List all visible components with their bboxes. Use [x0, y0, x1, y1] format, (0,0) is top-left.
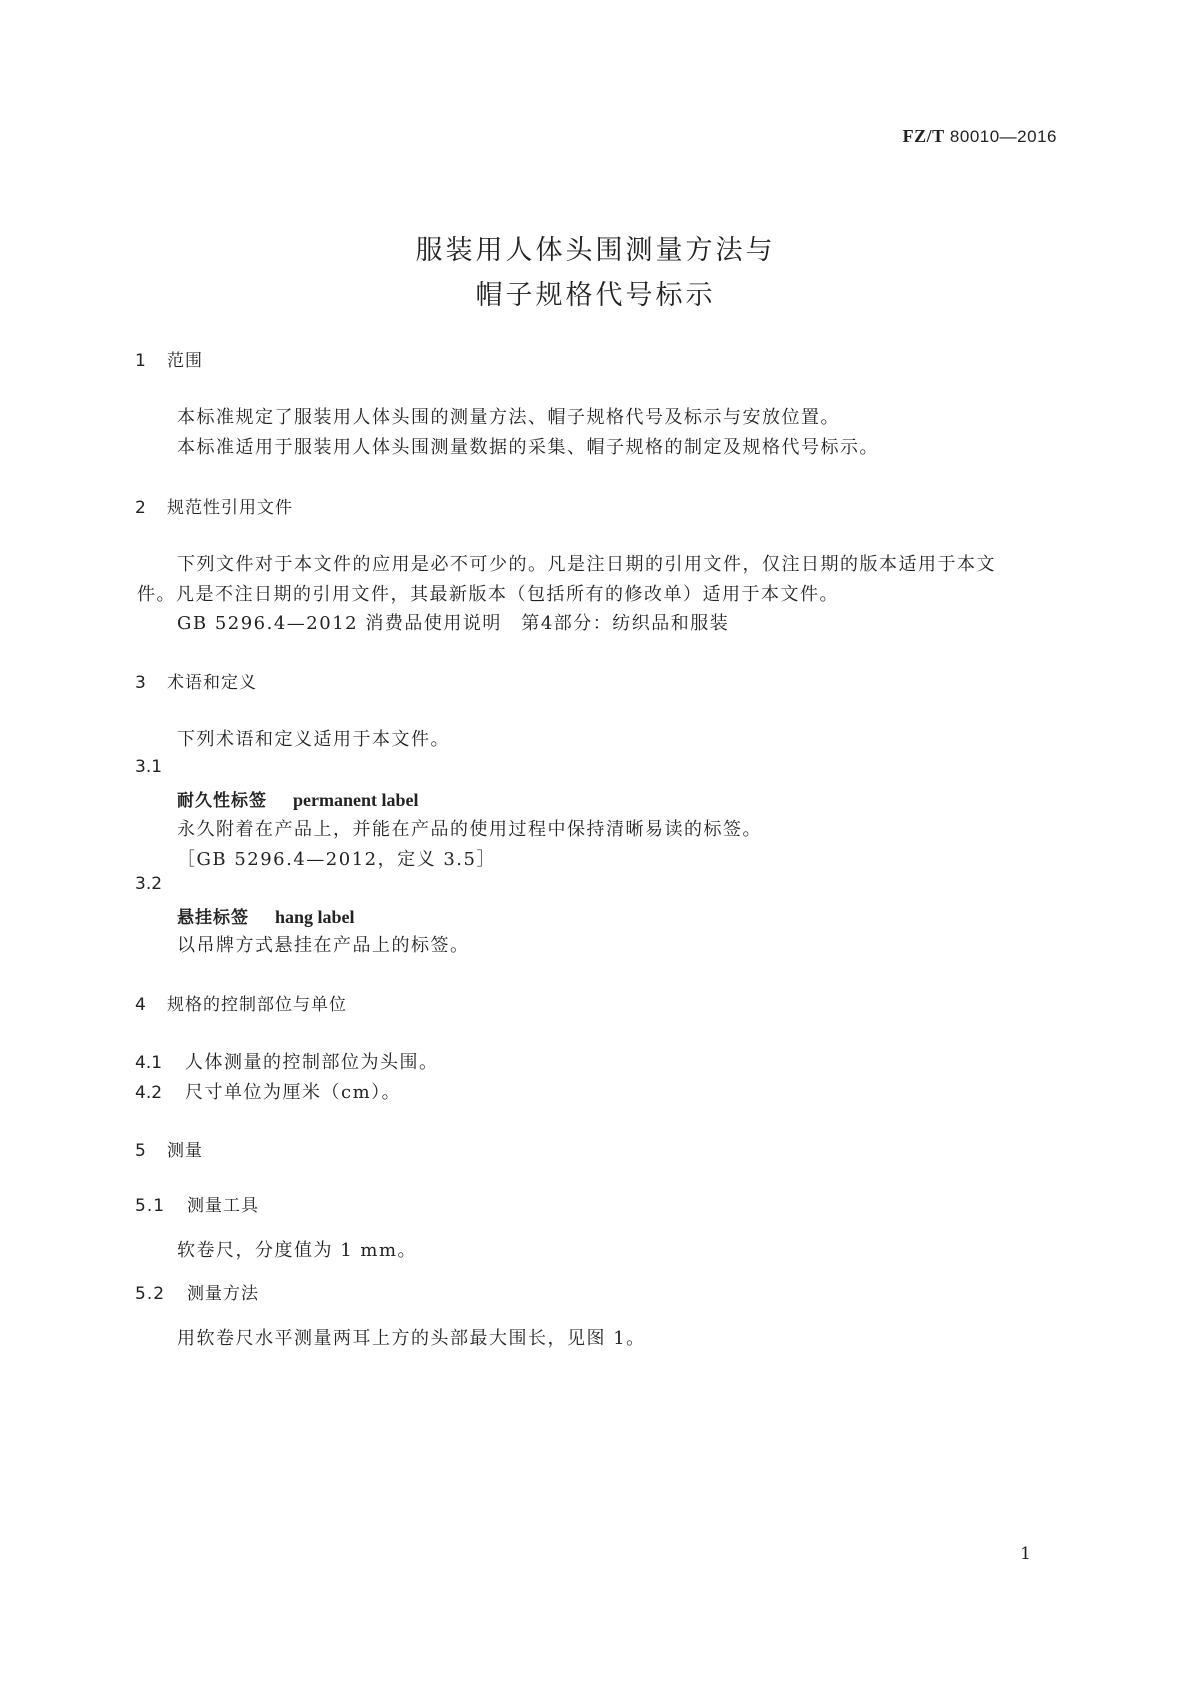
section-1-paragraph-1: 本标准规定了服装用人体头围的测量方法、帽子规格代号及标示与安放位置。 — [177, 407, 840, 428]
section-number: 3 — [135, 673, 147, 693]
standard-number: 80010—2016 — [949, 127, 1057, 146]
subsection-5-1-text: 软卷尺，分度值为 1 mm。 — [177, 1240, 418, 1261]
title-line-1: 服装用人体头围测量方法与 — [415, 235, 776, 266]
section-number: 1 — [135, 351, 147, 371]
clause-4-1 — [135, 1048, 439, 1074]
section-2-paragraph-line-1: 下列文件对于本文件的应用是必不可少的。凡是注日期的引用文件，仅注日期的版本适用于本文 — [177, 554, 996, 575]
section-number: 5 — [135, 1141, 147, 1161]
section-number: 4 — [135, 995, 147, 1015]
term-en: permanent label — [293, 790, 419, 810]
section-2-paragraph-line-2: 件。凡是不注日期的引用文件，其最新版本（包括所有的修改单）适用于本文件。 — [137, 584, 839, 605]
section-title: 测量 — [167, 1141, 203, 1161]
term-3-2-definition: 以吊牌方式悬挂在产品上的标签。 — [177, 935, 470, 956]
section-title: 术语和定义 — [167, 673, 257, 693]
term-3-1-source: ［GB 5296.4—2012，定义 3.5］ — [177, 849, 496, 870]
section-number: 2 — [135, 498, 147, 518]
term-zh: 耐久性标签 — [177, 791, 267, 811]
term-3-1-number: 3.1 — [135, 757, 163, 777]
standard-code — [903, 126, 1057, 147]
normative-reference: GB 5296.4—2012 消费品使用说明 第4部分：纺织品和服装 — [177, 613, 730, 634]
page-number: 1 — [1020, 1544, 1031, 1564]
clause-text: 人体测量的控制部位为头围。 — [185, 1052, 439, 1073]
clause-text: 尺寸单位为厘米（cm）。 — [185, 1082, 402, 1103]
subsection-number: 5.2 — [135, 1284, 166, 1304]
clause-number: 4.1 — [135, 1053, 163, 1073]
term-3-2-number: 3.2 — [135, 874, 163, 894]
term-en: hang label — [275, 907, 355, 927]
section-3-intro: 下列术语和定义适用于本文件。 — [177, 729, 450, 750]
term-3-2 — [177, 903, 355, 928]
subsection-number: 5.1 — [135, 1196, 166, 1216]
section-title: 规格的控制部位与单位 — [167, 995, 347, 1015]
section-4-heading — [135, 990, 347, 1015]
subsection-5-2-heading — [135, 1279, 259, 1304]
section-3-heading — [135, 668, 257, 693]
term-3-1 — [177, 786, 419, 811]
term-zh: 悬挂标签 — [177, 908, 249, 928]
subsection-title: 测量方法 — [187, 1284, 259, 1304]
clause-4-2 — [135, 1078, 401, 1104]
subsection-5-2-text: 用软卷尺水平测量两耳上方的头部最大围长，见图 1。 — [177, 1328, 646, 1349]
section-1-heading — [135, 346, 203, 371]
clause-number: 4.2 — [135, 1083, 163, 1103]
document-title — [0, 228, 1191, 318]
section-2-heading — [135, 493, 293, 518]
subsection-5-1-heading — [135, 1191, 259, 1216]
subsection-title: 测量工具 — [187, 1196, 259, 1216]
section-1-paragraph-2: 本标准适用于服装用人体头围测量数据的采集、帽子规格的制定及规格代号标示。 — [177, 437, 879, 458]
standard-prefix: FZ/T — [902, 126, 945, 146]
term-3-1-definition: 永久附着在产品上，并能在产品的使用过程中保持清晰易读的标签。 — [177, 819, 762, 840]
section-title: 范围 — [167, 351, 203, 371]
section-title: 规范性引用文件 — [167, 498, 293, 518]
title-line-2: 帽子规格代号标示 — [475, 280, 716, 311]
section-5-heading — [135, 1136, 203, 1161]
